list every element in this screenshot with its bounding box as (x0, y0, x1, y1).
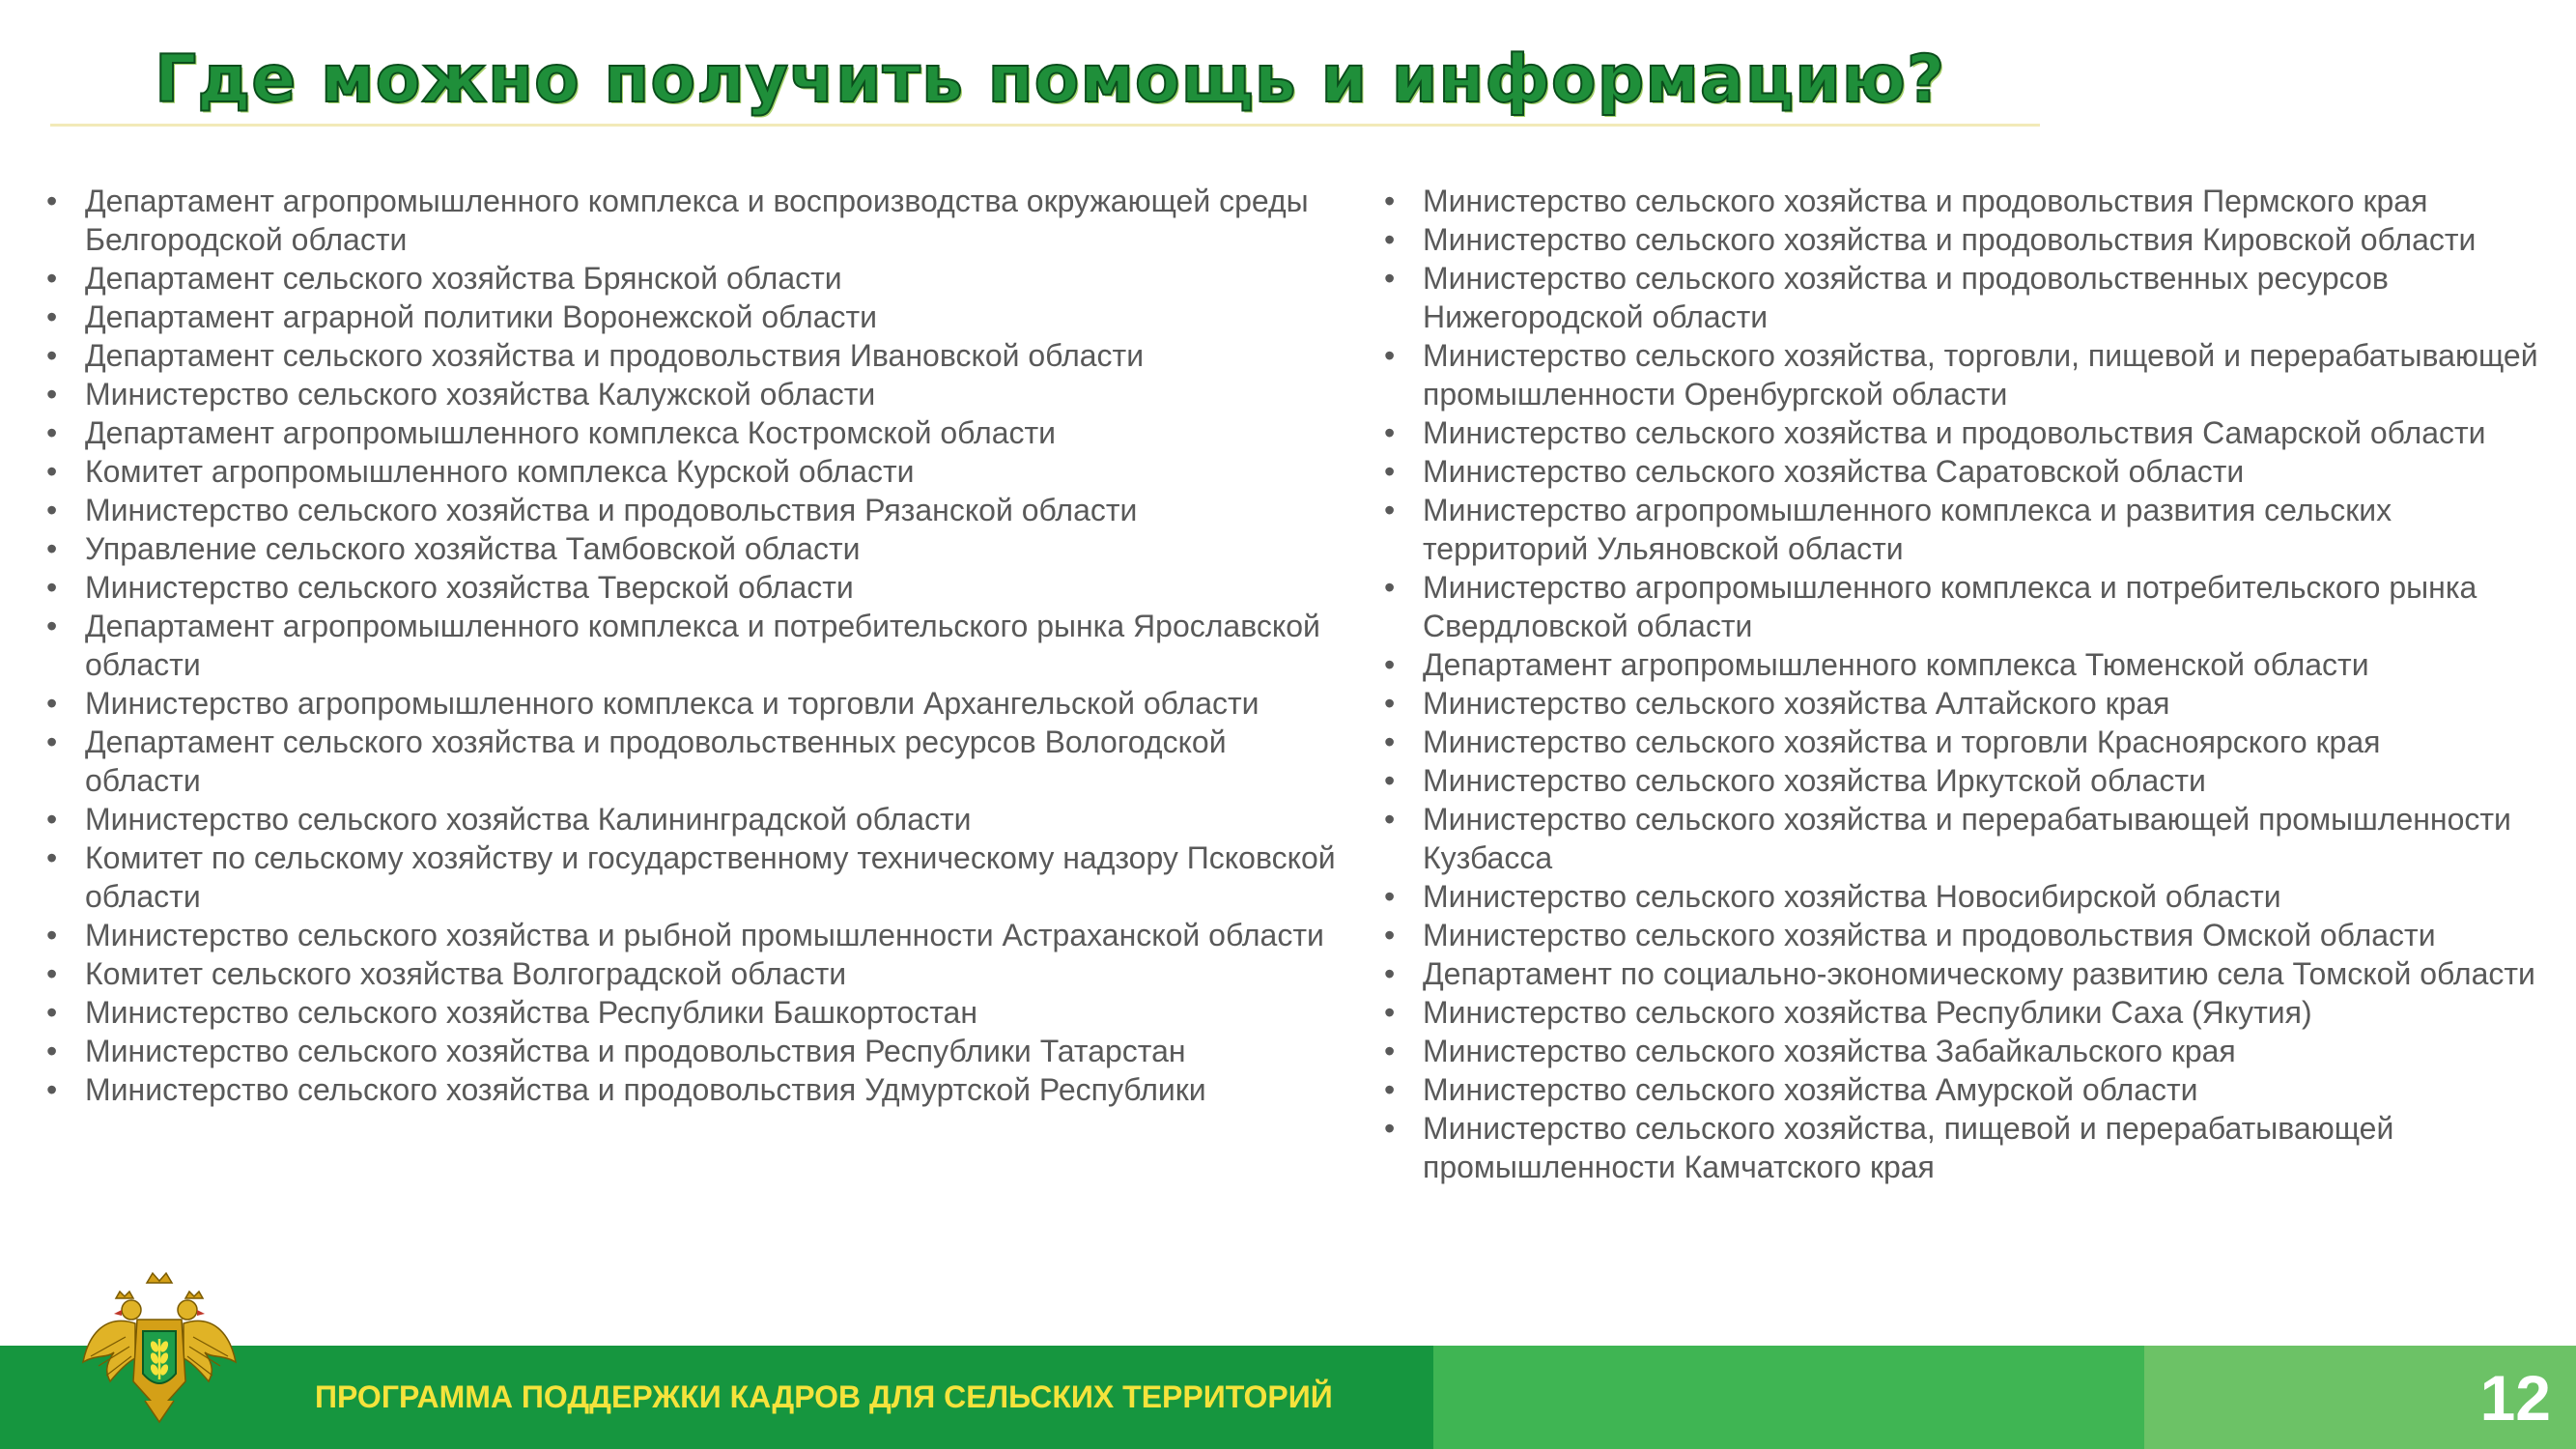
list-item: • Министерство сельского хозяйства и продовольствия Пермского края (1423, 182, 2553, 220)
list-item: • Министерство сельского хозяйства Забайкальского края (1423, 1032, 2553, 1070)
list-item: • Министерство сельского хозяйства Новосибирской области (1423, 877, 2553, 916)
double-headed-eagle-emblem-icon (77, 1265, 241, 1430)
list-item: • Министерство сельского хозяйства Калининградской области (85, 800, 1341, 838)
list-item: • Департамент сельского хозяйства и продовольственных ресурсов Вологодской области (85, 723, 1341, 800)
list-item: • Министерство сельского хозяйства и продовольствия Кировской области (1423, 220, 2553, 259)
list-item: • Департамент сельского хозяйства и продовольствия Ивановской области (85, 336, 1341, 375)
title-underline (50, 124, 2040, 127)
list-item: • Министерство сельского хозяйства Тверской области (85, 568, 1341, 607)
list-item: • Министерство сельского хозяйства и рыбной промышленности Астраханской области (85, 916, 1341, 954)
list-item: • Департамент аграрной политики Воронежской области (85, 298, 1341, 336)
list-item: • Департамент агропромышленного комплекса Тюменской области (1423, 645, 2553, 684)
list-item: • Министерство сельского хозяйства и продовольствия Республики Татарстан (85, 1032, 1341, 1070)
list-item: • Министерство сельского хозяйства, пищевой и перерабатывающей промышленности Камчатского края (1423, 1109, 2553, 1186)
list-item: • Комитет агропромышленного комплекса Курской области (85, 452, 1341, 491)
list-item: • Департамент сельского хозяйства Брянской области (85, 259, 1341, 298)
list-item: • Департамент по социально-экономическому развитию села Томской области (1423, 954, 2553, 993)
list-item: • Министерство сельского хозяйства Саратовской области (1423, 452, 2553, 491)
list-item: • Министерство сельского хозяйства и продовольствия Удмуртской Республики (85, 1070, 1341, 1109)
list-item: • Министерство сельского хозяйства и продовольствия Рязанской области (85, 491, 1341, 529)
footer-bar (0, 1346, 2576, 1449)
list-item: • Министерство сельского хозяйства и продовольствия Омской области (1423, 916, 2553, 954)
list-item: • Министерство сельского хозяйства, торговли, пищевой и перерабатывающей промышленности Оренбургской области (1423, 336, 2553, 413)
list-item: • Департамент агропромышленного комплекса Костромской области (85, 413, 1341, 452)
list-item: • Министерство сельского хозяйства Республики Саха (Якутия) (1423, 993, 2553, 1032)
list-item: • Министерство сельского хозяйства Амурской области (1423, 1070, 2553, 1109)
page-title: Где можно получить помощь и информацию? (155, 42, 1946, 118)
list-item: • Министерство сельского хозяйства и продовольственных ресурсов Нижегородской области (1423, 259, 2553, 336)
page-number: 12 (2479, 1362, 2551, 1434)
list-item: • Министерство сельского хозяйства Калужской области (85, 375, 1341, 413)
list-item: • Департамент агропромышленного комплекса и потребительского рынка Ярославской области (85, 607, 1341, 684)
footer-segment-mid (1433, 1346, 2144, 1449)
list-item: • Министерство агропромышленного комплекса и потребительского рынка Свердловской области (1423, 568, 2553, 645)
program-label: ПРОГРАММА ПОДДЕРЖКИ КАДРОВ ДЛЯ СЕЛЬСКИХ ТЕРРИТОРИЙ (315, 1379, 1333, 1414)
left-organization-list (85, 182, 1341, 1109)
list-item: • Министерство сельского хозяйства и перерабатывающей промышленности Кузбасса (1423, 800, 2553, 877)
list-item: • Министерство агропромышленного комплекса и торговли Архангельской области (85, 684, 1341, 723)
list-item: • Министерство сельского хозяйства Иркутской области (1423, 761, 2553, 800)
right-organization-list (1423, 182, 2553, 1186)
list-item: • Комитет сельского хозяйства Волгоградской области (85, 954, 1341, 993)
list-item: • Управление сельского хозяйства Тамбовской области (85, 529, 1341, 568)
list-item: • Министерство сельского хозяйства Республики Башкортостан (85, 993, 1341, 1032)
list-item: • Министерство агропромышленного комплекса и развития сельских территорий Ульяновской области (1423, 491, 2553, 568)
list-item: • Министерство сельского хозяйства и торговли Красноярского края (1423, 723, 2553, 761)
list-item: • Министерство сельского хозяйства и продовольствия Самарской области (1423, 413, 2553, 452)
list-item: • Комитет по сельскому хозяйству и государственному техническому надзору Псковской области (85, 838, 1341, 916)
list-item: • Министерство сельского хозяйства Алтайского края (1423, 684, 2553, 723)
list-item: • Департамент агропромышленного комплекса и воспроизводства окружающей среды Белгородской области (85, 182, 1341, 259)
